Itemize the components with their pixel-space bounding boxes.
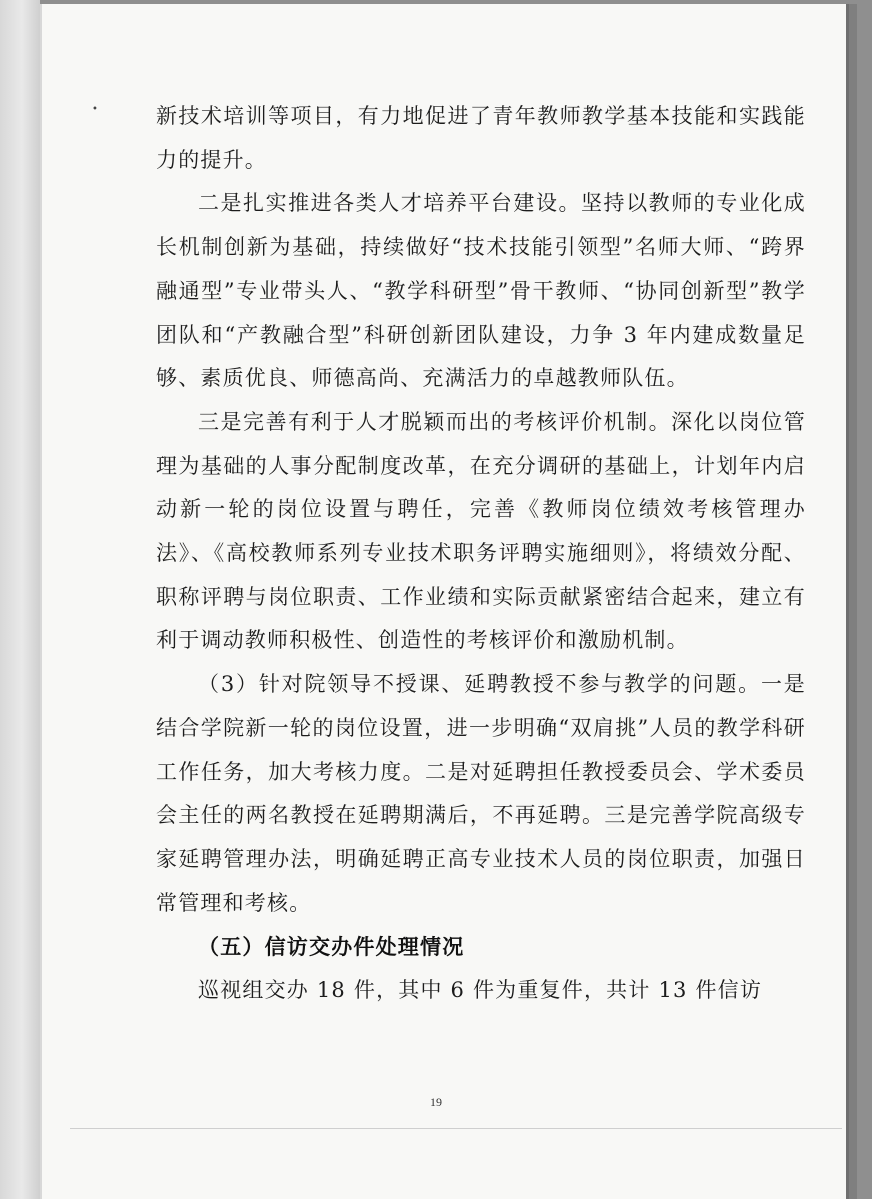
page-bottom-rule [70,1128,842,1129]
scan-speck: • [92,104,98,115]
paragraph-training-continuation: 新技术培训等项目，有力地促进了青年教师教学基本技能和实践能力的提升。 [156,104,806,172]
paragraph-petition-count: 巡视组交办 18 件，其中 6 件为重复件，共计 13 件信访 [198,978,763,1003]
page-number: 19 [430,1095,442,1109]
document-body [156,95,806,1013]
paragraph-leader-teaching-issue: （3）针对院领导不授课、延聘教授不参与教学的问题。一是结合学院新一轮的岗位设置，进一步明确“双肩挑”人员的教学科研工作任务，加大考核力度。二是对延聘担任教授委员会、学术委员会主任的两名教授在延聘期满后，不再延聘。三是完善学院高级专家延聘管理办法，明确延聘正高专业技术人员的岗位职责，加强日常管理和考核。 [156,672,806,915]
section-heading-petition-cases: （五）信访交办件处理情况 [198,934,465,960]
scan-left-edge [0,0,40,1199]
paragraph-talent-platform: 二是扎实推进各类人才培养平台建设。坚持以教师的专业化成长机制创新为基础，持续做好“技术技能引领型”名师大师、“跨界融通型”专业带头人、“教学科研型”骨干教师、“协同创新型”教学团队和“产教融合型”科研创新团队建设，力争 3 年内建成数量足够、素质优良、师德高尚、充满活力的卓越教师队伍。 [156,191,806,391]
paragraph-evaluation-mechanism: 三是完善有利于人才脱颖而出的考核评价机制。深化以岗位管理为基础的人事分配制度改革，在充分调研的基础上，计划年内启动新一轮的岗位设置与聘任，完善《教师岗位绩效考核管理办法》、《高校教师系列专业技术职务评聘实施细则》，将绩效分配、职称评聘与岗位职责、工作业绩和实际贡献紧密结合起来，建立有利于调动教师积极性、创造性的考核评价和激励机制。 [156,409,806,653]
